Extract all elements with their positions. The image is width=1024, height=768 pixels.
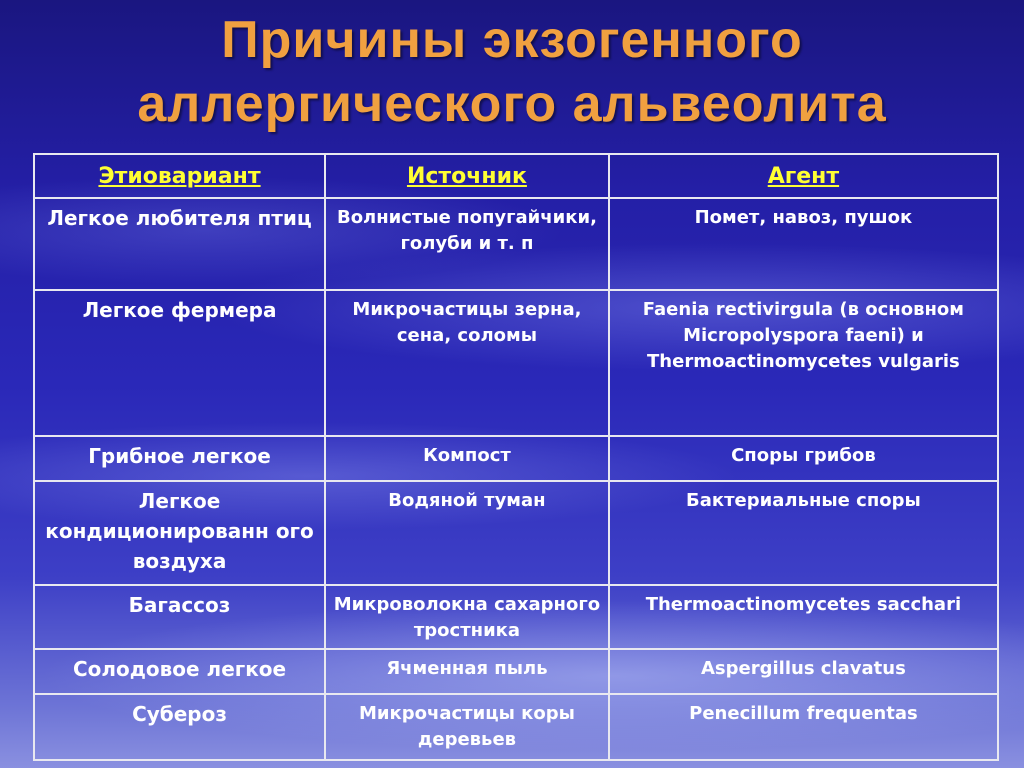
cell-source: Водяной туман <box>325 481 609 585</box>
cell-agent: Penecillum frequentas <box>609 694 998 760</box>
cell-agent: Thermoactinomycetes sacchari <box>609 585 998 649</box>
cell-variant: Грибное легкое <box>34 436 325 481</box>
table-row <box>34 649 998 694</box>
page-title <box>0 8 1024 136</box>
cell-agent: Споры грибов <box>609 436 998 481</box>
title-line-1: Причины экзогенного <box>221 11 803 69</box>
table-row <box>34 585 998 649</box>
table-row <box>34 436 998 481</box>
table-header-row <box>34 154 998 198</box>
cell-source: Микрочастицы зерна, сена, соломы <box>325 290 609 436</box>
cell-agent: Faenia rectivirgula (в основном Micropolyspora faeni) и Thermoactinomycetes vulgaris <box>609 290 998 436</box>
cell-variant: Багассоз <box>34 585 325 649</box>
table-row <box>34 198 998 290</box>
header-source: Источник <box>325 154 609 198</box>
cell-agent: Помет, навоз, пушок <box>609 198 998 290</box>
cell-source: Компост <box>325 436 609 481</box>
cell-source: Микроволокна сахарного тростника <box>325 585 609 649</box>
cell-variant: Субероз <box>34 694 325 760</box>
cell-source: Волнистые попугайчики, голуби и т. п <box>325 198 609 290</box>
table-row <box>34 290 998 436</box>
cell-variant: Солодовое легкое <box>34 649 325 694</box>
header-agent: Агент <box>609 154 998 198</box>
table-row <box>34 481 998 585</box>
title-line-2: аллергического альвеолита <box>137 75 887 133</box>
cell-variant: Легкое фермера <box>34 290 325 436</box>
etiology-table <box>33 153 999 761</box>
cell-source: Ячменная пыль <box>325 649 609 694</box>
table-row <box>34 694 998 760</box>
cell-agent: Бактериальные споры <box>609 481 998 585</box>
cell-agent: Aspergillus clavatus <box>609 649 998 694</box>
cell-source: Микрочастицы коры деревьев <box>325 694 609 760</box>
header-variant: Этиовариант <box>34 154 325 198</box>
cell-variant: Легкое любителя птиц <box>34 198 325 290</box>
cell-variant: Легкое кондиционированн ого воздуха <box>34 481 325 585</box>
